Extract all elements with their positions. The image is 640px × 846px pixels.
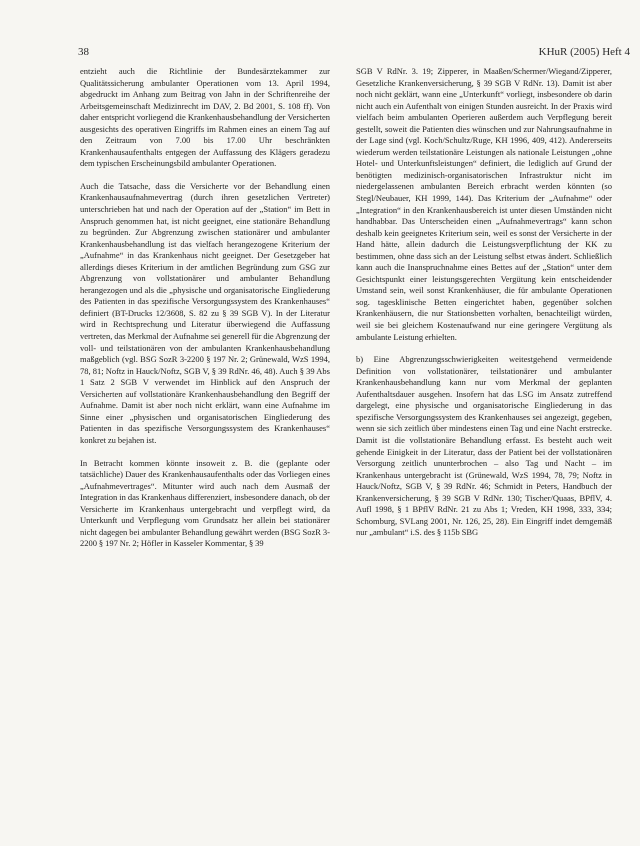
paragraph: Auch die Tatsache, dass die Versicherte vor der Behandlung einen Krankenhausaufnahmevertrag (durch ihren gesetzlichen Vertreter) unterschrieben hat und nach der Operation auf der „Station“ im Bett in Anspruch genommen hat, ist nicht geeignet, eine stationäre Behandlung zu begründen. Zur Abgrenzung zwischen stationärer und ambulanter Krankenhausbehandlung ist das vielfach herangezogene Kriterium der „Aufnahme“ in das Krankenhaus nicht geeignet. Der Gesetzgeber hat allerdings dieses Kriterium in der amtlichen Begründung zum GSG zur Abgrenzung von vollstationärer und ambulanter Behandlung herangezogen und als die „physische und organisatorische Eingliederung des Patienten in das spezifische Versorgungssystem des Krankenhauses“ definiert (BT-Drucks 12/3608, S. 82 zu § 39 SGB V). In der Literatur wird in Rechtsprechung und Literatur überwiegend die Auffassung vertreten, das Merkmal der Aufnahme sei generell für die Abgrenzung der voll- und teilstationären von der ambulanten Krankenhausbehandlung maßgeblich (vgl. BSG SozR 3-2200 § 197 Nr. 2; Grünewald, WzS 1994, 78, 81; Noftz in Hauck/Noftz, SGB V, § 39 RdNr. 46, 48). Auch § 39 Abs 1 Satz 2 SGB V verwendet im Hinblick auf den Anspruch der Versicherten auf vollstationäre Krankenhausbehandlung den Begriff der Aufnahme. Damit ist aber noch nicht erklärt, wann eine Aufnahme im Sinne einer „physischen und organisatorischen Eingliederung des Patienten in das spezifische Versorgungssystem des Krankenhauses“ konkret zu bejahen ist. [80, 180, 330, 445]
page-header [78, 46, 630, 60]
page-number: 38 [78, 46, 89, 58]
right-text-column [356, 66, 612, 539]
paragraph: SGB V RdNr. 3. 19; Zipperer, in Maaßen/Schermer/Wiegand/Zipperer, Gesetzliche Krankenversicherung, § 39 SGB V RdNr. 13). Damit ist aber noch nicht geklärt, wann eine „Unterkunft“ vorliegt, insbesondere ob darin nicht auch ein Aufenthalt von einigen Stunden ausreicht. In der Praxis wird vielfach beim ambulanten Operieren außerdem auch Verpflegung bereit gestellt, soweit die Patienten dies wünschen und zur Nahrungsaufnahme in der Lage sind (vgl. Koch/Schultz/Ruge, KH 1996, 409, 412). Andererseits wiederum werden teilstationäre Leistungen als nationale Leistungen „ohne Hotel- und Unterkunftsleistungen“ definiert, die lediglich auf Grund der benötigten medizinisch-organisatorischen Infrastruktur nicht im niedergelassenen ambulanten Bereich erbracht werden könnten (so Stegl/Neubauer, KH 1999, 144). Das Kriterium der „Aufnahme“ oder „Integration“ in den Krankenhausbereich ist unter diesen Umständen nicht handhabbar. Das Unterscheiden einen „Aufnahmevertrags“ kann schon deshalb kein geeignetes Kriterium sein, weil es sonst der Versicherte in der Hand hätte, allein dadurch die Leistungsverpflichtung der KK zu bestimmen, ohne dass sich an der Leistung selbst etwas ändert. Schließlich kann auch die Inanspruchnahme eines Bettes auf der „Station“ unter dem Gesichtspunkt einer leistungsgerechten Vergütung kein entscheidender Umstand sein, weil sonst Krankenhäuser, die für ambulante Operationen sog. tagesklinische Betten eingerichtet haben, gegenüber solchen Krankenhäusern, die nur Stationsbetten vorhalten, benachteiligt würden, weil sie bei gleichem Kostenaufwand nur eine geringere Vergütung als ambulante Leistung erhielten. [356, 66, 612, 342]
paragraph: b) Eine Abgrenzungsschwierigkeiten weitestgehend vermeidende Definition von vollstationärer, teilstationärer und ambulanter Krankenhausbehandlung kann nur vom Merkmal der geplanten Aufenthaltsdauer ausgehen. Insofern hat das LSG im Ansatz zutreffend dargelegt, eine physische und organisatorische Eingliederung in das spezifische Versorgungssystem des Krankenhauses sei angezeigt, gegeben, wenn sie sich zeitlich über mindestens einen Tag und eine Nacht erstrecke. Damit ist die vollstationäre Behandlung erfasst. Es besteht auch weit gehende Einigkeit in der Literatur, dass der Patient bei der vollstationären Versorgung zeitlich ununterbrochen – also Tag und Nacht – im Krankenhaus untergebracht ist (Grünewald, WzS 1994, 78, 79; Noftz in Hauck/Noftz, SGB V, § 39 RdNr. 46; Schmidt in Peters, Handbuch der Krankenversicherung, § 39 SGB V RdNr. 130; Tischer/Quaas, BPflV, 4. Aufl 1998, § 1 BPflV RdNr. 21 zu Abs 1; Vreden, KH 1998, 333, 334; Schomburg, SVLang 2001, Nr. 126, 25, 28). Ein Eingriff indet demgemäß nur „ambulant“ i.S. des § 115b SBG [356, 354, 612, 538]
paragraph: In Betracht kommen könnte insoweit z. B. die (geplante oder tatsächliche) Dauer des Krankenhausaufenthalts oder das Vorliegen eines „Aufnahmevertrages“. Mitunter wird auch nach dem Ausmaß der Integration in das Krankenhaus differenziert, insbesondere danach, ob der Versicherte im Krankenhaus untergebracht und verpflegt wird, da Unterkunft und Verpflegung vom Grundsatz her allein bei stationärer nicht dagegen bei ambulanter Behandlung gewährt werden (BSG SozR 3-2200 § 197 Nr. 2; Höfler in Kasseler Kommentar, § 39 [80, 457, 330, 549]
left-text-column [80, 66, 330, 550]
paragraph: entzieht auch die Richtlinie der Bundesärztekammer zur Qualitätssicherung ambulanter Operationen vom 13. April 1994, abgedruckt im Anhang zum Beitrag von Jahn in der Schriftenreihe der Arbeitsgemeinschaft Medizinrecht im DAV, 2. Bd 2001, S. 108 ff). Von daher entspricht vorliegend die Krankenhausbehandlung der Versicherten ausgesichts des operativen Eingriffs im Rahmen eines an einem Tag auf den Zeitraum von 7.00 bis 17.00 Uhr beschränkten Krankenhausaufenthalts entgegen der Auffassung des Klägers geradezu dem typischen Erscheinungsbild ambulanter Operationen. [80, 66, 330, 169]
journal-reference: KHuR (2005) Heft 4 [538, 46, 630, 58]
